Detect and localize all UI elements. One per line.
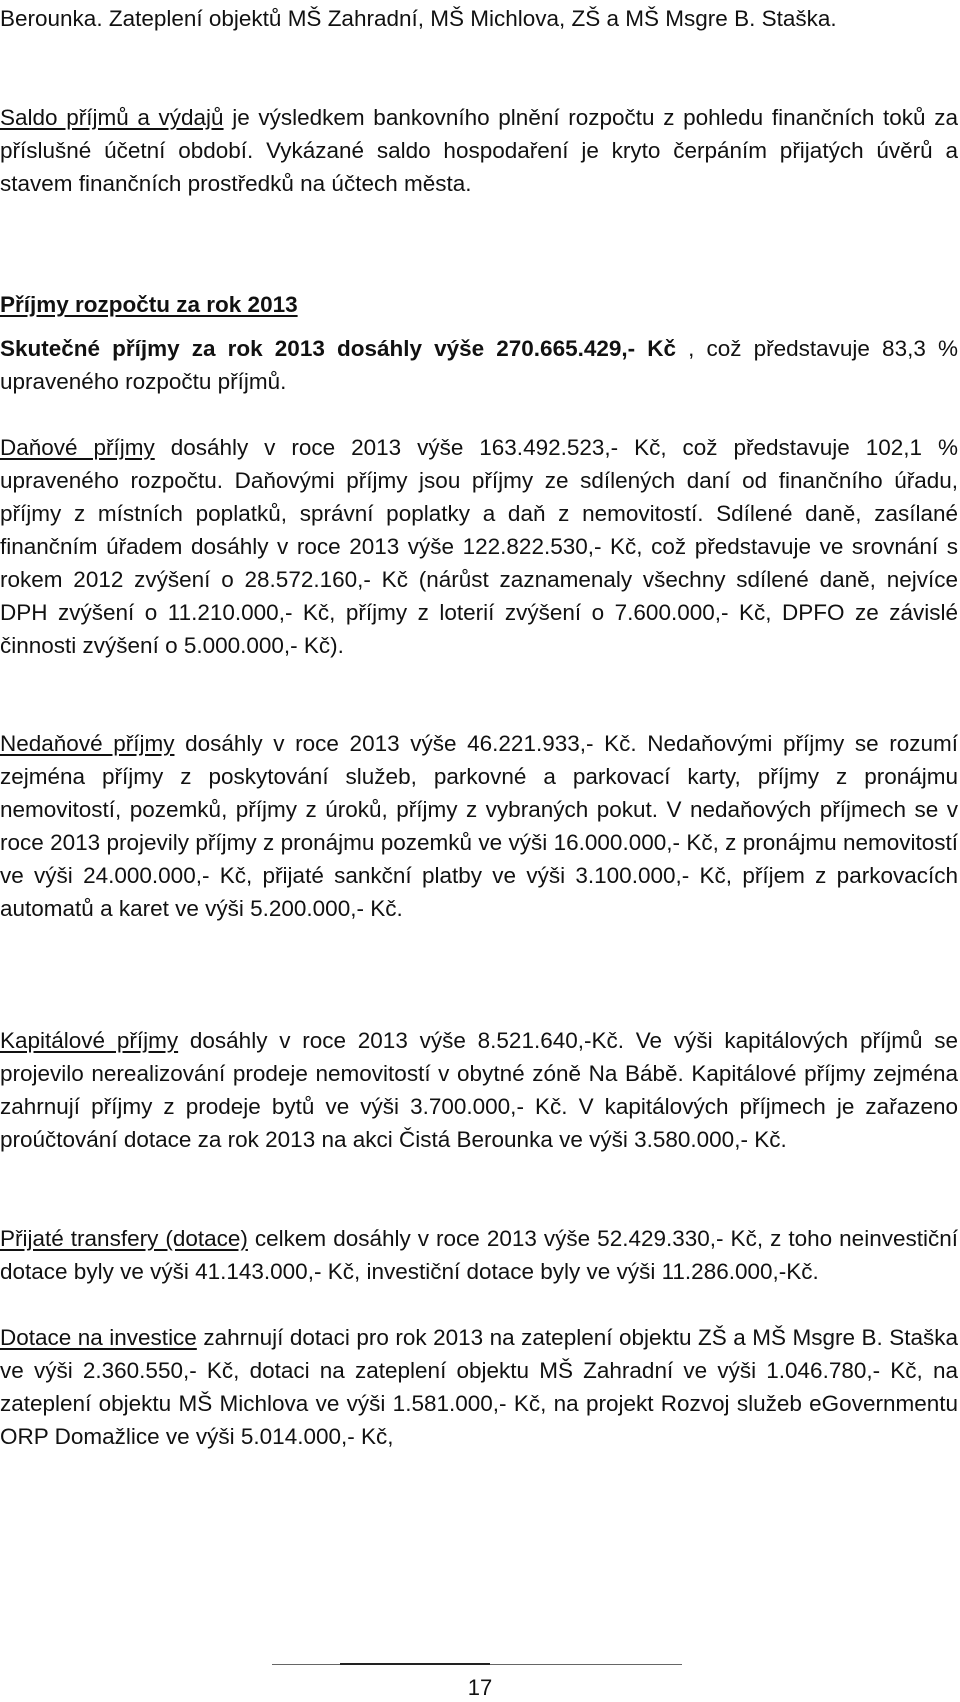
page-number: 17: [467, 1675, 493, 1700]
danove-term: Daňové příjmy: [0, 435, 155, 460]
section-heading: Příjmy rozpočtu za rok 2013: [0, 292, 298, 317]
intro-paragraph: [0, 2, 958, 35]
investice-paragraph: [0, 1321, 958, 1453]
skutecne-text: , což představuje 83,3 % upraveného rozpočtu příjmů.: [0, 336, 958, 394]
nedanove-term: Nedaňové příjmy: [0, 731, 175, 756]
investice-text: zahrnují dotaci pro rok 2013 na zateplení objektu ZŠ a MŠ Msgre B. Staška ve výši 2.360.550,- Kč, dotaci na zateplení objektu MŠ Zahradní ve výši 1.046.780,- Kč, na zateplení objektu MŠ Michlova ve výši 1.581.000,- Kč, na projekt Rozvoj služeb eGovernmentu ORP Domažlice ve výši 5.014.000,- Kč,: [0, 1325, 958, 1449]
transfery-paragraph: [0, 1222, 958, 1288]
footer-divider-accent: [340, 1663, 490, 1665]
kapitalove-text: dosáhly v roce 2013 výše 8.521.640,-Kč. Ve výši kapitálových příjmů se projevilo nerealizování prodeje nemovitostí v obytné zóně Na Bábě. Kapitálové příjmy zejména zahrnují příjmy z prodeje bytů ve výši 3.700.000,- Kč. V kapitálových příjmech je zařazeno proúčtování dotace za rok 2013 na akci Čistá Berounka ve výši 3.580.000,- Kč.: [0, 1028, 959, 1152]
saldo-paragraph: [0, 101, 958, 200]
transfery-text: celkem dosáhly v roce 2013 výše 52.429.330,- Kč, z toho neinvestiční dotace byly ve výši 41.143.000,- Kč, investiční dotace byly ve výši 11.286.000,-Kč.: [0, 1226, 958, 1284]
danove-paragraph: [0, 431, 958, 662]
kapitalove-term: Kapitálové příjmy: [0, 1028, 179, 1053]
saldo-term: Saldo příjmů a výdajů: [0, 105, 224, 130]
intro-text: Berounka. Zateplení objektů MŠ Zahradní, MŠ Michlova, ZŠ a MŠ Msgre B. Staška.: [0, 6, 837, 31]
nedanove-paragraph: [0, 727, 958, 925]
kapitalove-paragraph: [0, 1024, 958, 1156]
skutecne-paragraph: [0, 332, 958, 398]
skutecne-bold-text: Skutečné příjmy za rok 2013 dosáhly výše 270.665.429,- Kč: [0, 336, 677, 361]
nedanove-text: dosáhly v roce 2013 výše 46.221.933,- Kč. Nedaňovými příjmy se rozumí zejména příjmy z poskytování služeb, parkovné a parkovací karty, příjmy z pronájmu nemovitostí, pozemků, příjmy z úroků, příjmy z vybraných pokut. V nedaňových příjmech se v roce 2013 projevily příjmy z pronájmu pozemků ve výši 16.000.000,- Kč, z pronájmu nemovitostí ve výši 24.000.000,- Kč, přijaté sankční platby ve výši 3.100.000,- Kč, příjem z parkovacích automatů a karet ve výši 5.200.000,- Kč.: [0, 731, 958, 921]
investice-term: Dotace na investice: [0, 1325, 197, 1350]
saldo-text: je výsledkem bankovního plnění rozpočtu z pohledu finančních toků za příslušné účetní období. Vykázané saldo hospodaření je kryto čerpáním přijatých úvěrů a stavem finančních prostředků na účtech města.: [0, 105, 958, 196]
danove-text: dosáhly v roce 2013 výše 163.492.523,- Kč, což představuje 102,1 % upraveného rozpočtu. Daňovými příjmy jsou příjmy ze sdílených daní od finančního úřadu, příjmy z místních poplatků, správní poplatky a daň z nemovitostí. Sdílené daně, zasílané finančním úřadem dosáhly v roce 2013 výše 122.822.530,- Kč, což představuje ve srovnání s rokem 2012 zvýšení o 28.572.160,- Kč (nárůst zaznamenaly všechny sdílené daně, nejvíce DPH zvýšení o 11.210.000,- Kč, příjmy z loterií zvýšení o 7.600.000,- Kč, DPFO ze závislé činnosti zvýšení o 5.000.000,- Kč).: [0, 435, 958, 658]
transfery-term: Přijaté transfery (dotace): [0, 1226, 248, 1251]
